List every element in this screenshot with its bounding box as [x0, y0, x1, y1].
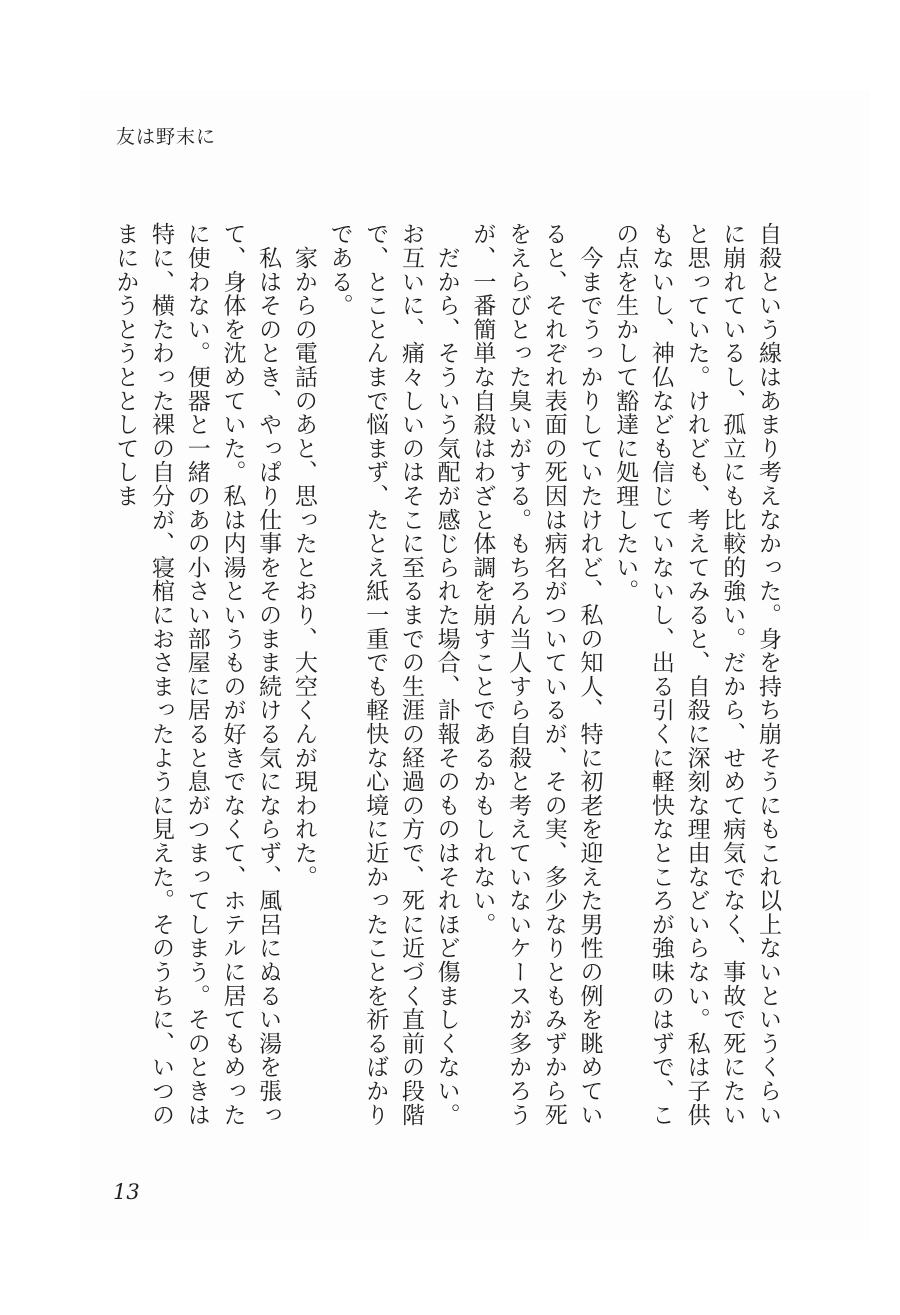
running-title: 友は野末に: [116, 126, 217, 148]
paragraph-3: だから、そういう気配が感じられた場合、訃報そのものはそれほど傷ましくない。お互いに、痛々しいのはそこに至るまでの生涯の経過の方で、死に近づく直前の段階で、とことんまで悩まず、たとえ紙一重でも軽快な心境に近かったことを祈るばかりである。: [326, 222, 460, 1127]
paragraph-4: 家からの電話のあと、思ったとおり、大空くんが現われた。: [290, 222, 317, 889]
body-text: [105, 222, 785, 1142]
paragraph-5: 私はそのとき、やっぱり仕事をそのまま続ける気にならず、風呂にぬるい湯を張って、身体を沈めていた。私は内湯というものが好きでなくて、ホテルに居てもめったに使わない。便器と一緒のあの小さい部屋に居ると息がつまってしまう。そのときは特に、横たわった裸の自分が、寝棺におさまったように見えた。そのうちに、いつのまにかうとうととしてしま: [112, 222, 282, 1127]
paragraph-1: 自殺という線はあまり考えなかった。身を持ち崩そうにもこれ以上ないというくらいに崩れているし、孤立にも比較的強い。だから、せめて病気でなく、事故で死にたいと思っていた。けれども、考えてみると、自殺に深刻な理由などいらない。私は子供もないし、神仏なども信じていないし、出る引くに軽快なところが強味のはずで、この点を生かして豁達に処理したい。: [612, 222, 781, 1127]
page-number: 13: [113, 1180, 140, 1204]
paragraph-2: 今までうっかりしていたけれど、私の知人、特に初老を迎えた男性の例を眺めていると、それぞれ表面の死因は病名がついているが、その実、多少なりともみずから死をえらびとった臭いがする。もちろん当人すら自殺と考えていないケースが多かろうが、一番簡単な自殺はわざと体調を崩すことであるかもしれない。: [469, 222, 603, 1127]
